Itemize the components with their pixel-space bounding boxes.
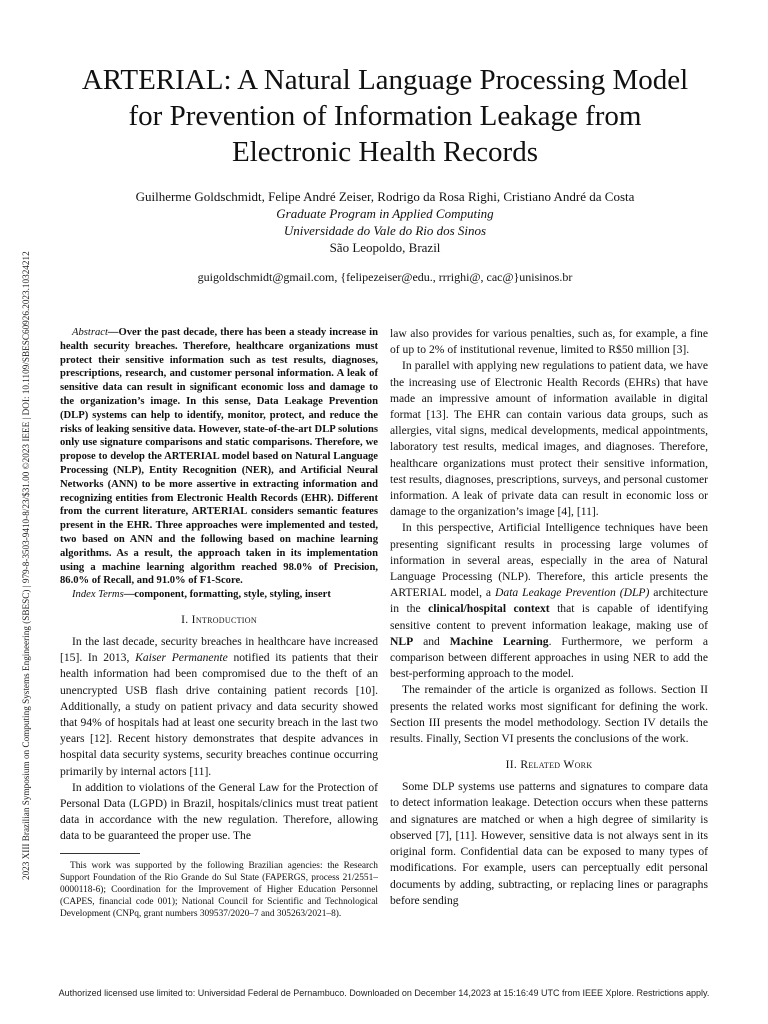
related-paragraph-1: Some DLP systems use patterns and signatures to compare data to detect information leakage. Detection occurs when these patterns and signatures are matched or when a high degree of similarity is observed [7], [11]. However, sensitive data is not always sent in its original form. Confidential data can be exposed to many types of modifications. For example, users can perceptually edit personal documents by adding, subtracting, or replacing lines or paragraphs before sending	[390, 780, 708, 907]
section-number: I.	[181, 612, 189, 626]
intro-paragraph-3: In parallel with applying new regulations to patient data, we have the increasing use of Electronic Health Records (EHRs) that have made an impressive amount of information available in digital format [13]. The EHR can contain various data groups, such as allergies, vital signs, medical developments, medical appointments, laboratory test results, medical images, and diagnoses. Therefore, healthcare organizations must protect their sensitive information, test results, diagnoses, prescriptions, surveys, and personal customer information. A leak of private data can result in economic loss or damage to the organization’s image [4], [11].	[390, 359, 708, 519]
paper-title	[40, 62, 730, 170]
section-title: Introduction	[191, 612, 257, 626]
affiliation-city: São Leopoldo, Brazil	[329, 240, 441, 255]
index-terms	[60, 588, 378, 602]
intro-p4-text-d: and	[413, 634, 450, 648]
index-terms-text: —component, formatting, style, styling, insert	[123, 589, 331, 601]
intro-p4-text-e: . Furthermore, we perform a comparison between different approaches in using NER to add the best-performing approach to the model.	[390, 634, 708, 681]
author-list: Guilherme Goldschmidt, Felipe André Zeiser, Rodrigo da Rosa Righi, Cristiano André da Costa	[135, 189, 635, 204]
license-notice: Authorized licensed use limited to: Universidad Federal de Pernambuco. Downloaded on December 14,2023 at 15:16:49 UTC from IEEE Xplore. Restrictions apply.	[58, 988, 710, 998]
funding-footnote: This work was supported by the following Brazilian agencies: the Research Support Foundation of the Rio Grande do Sul State (FAPERGS, process 21/2551–0000118-6); Coordination for the Improvement of Higher Education Personnel (CAPES, financial code 001); National Council for Scientific and Technological Development (CNPq, grant numbers 309537/2020–7 and 305263/2021–8).	[60, 860, 378, 920]
right-column	[390, 326, 708, 909]
section-number: II.	[505, 758, 518, 772]
abstract-text: —Over the past decade, there has been a steady increase in health security breaches. Therefore, healthcare organizations must protect their sensitive information such as test results, diagnoses, prescriptions, research, and customer personal information. A leak of sensitive data can result in significant economic loss and damage to the organization’s image. In this sense, Data Leakage Prevention (DLP) systems can help to identify, monitor, protect, and reduce the risks of leaking sensitive data. However, state-of-the-art DLP solutions only use signature comparisons and static comparisons. Therefore, we propose to develop the ARTERIAL model based on Natural Language Processing (NLP), Entity Recognition (NER), and Artificial Neural Networks (ANN) to be more assertive in extracting information and recognizing entities from Electronic Health Records (EHR). Different from the current literature, ARTERIAL considers semantic features present in the EHR. Three approaches were implemented and tested, two based on ANN and the following based on machine learning algorithms. As a result, the approach taken in its implementation using a machine learning algorithm reached 98.0% of Precision, 86.0% of Recall, and 91.0% of F1-Score.	[60, 327, 378, 587]
intro-p4-text-b: architecture in the	[390, 586, 709, 616]
abstract	[60, 326, 378, 588]
intro-paragraph-2: In addition to violations of the General Law for the Protection of Personal Data (LGPD) in Brazil, hospitals/clinics must treat patient data in accordance with the new regulation. Therefore, allowing data to be guaranteed the proper use. The	[60, 780, 378, 843]
title-line-2: for Prevention of Information Leakage from	[128, 100, 642, 132]
section-heading-related-work	[390, 757, 708, 773]
section-heading-introduction	[60, 612, 378, 628]
intro-paragraph-1	[60, 634, 378, 780]
index-terms-lead: Index Terms	[72, 589, 124, 601]
doi-sidebar-text: 2023 XIII Brazilian Symposium on Computing Systems Engineering (SBESC) | 979-8-3503-9410-8/23/$31.00 ©2023 IEEE | DOI: 10.1109/SBESC60926.2023.10324212	[21, 251, 31, 880]
title-line-3: Electronic Health Records	[232, 136, 538, 168]
author-emails: guigoldschmidt@gmail.com, {felipezeiser@edu., rrrighi@, cac@}unisinos.br	[197, 270, 573, 284]
left-column	[60, 326, 378, 921]
intro-p1-text-a: In the last decade, security breaches in healthcare have increased [15]. In 2013,	[60, 634, 378, 665]
section-title: Related Work	[520, 758, 593, 772]
company-name: Kaiser Permanente	[135, 651, 228, 665]
intro-paragraph-5: The remainder of the article is organized as follows. Section II presents the related works most significant for defining the work. Section III presents the model methodology. Section IV details the results. Finally, Section VI presents the conclusions of the work.	[390, 683, 708, 746]
dlp-term: Data Leakage Prevention (DLP)	[495, 586, 650, 600]
intro-paragraph-4	[390, 520, 708, 682]
intro-paragraph-continued: law also provides for various penalties, such as, for example, a fine of up to 2% of institutional revenue, limited to R$50 million [3].	[390, 327, 708, 357]
intro-p4-text-c: that is capable of identifying sensitive content to prevent information leakage, making use of	[390, 602, 709, 632]
affiliation-program: Graduate Program in Applied Computing	[276, 206, 494, 221]
title-line-1: ARTERIAL: A Natural Language Processing Model	[81, 64, 689, 96]
context-term: clinical/hospital context	[428, 602, 550, 616]
affiliation-university: Universidade do Vale do Rio dos Sinos	[283, 223, 487, 238]
footnote-divider	[60, 853, 140, 854]
ml-term: Machine Learning	[449, 634, 549, 648]
doi-sidebar	[10, 160, 30, 880]
paper-header	[40, 62, 730, 285]
intro-p1-text-b: notified its patients that their health information had been compromised due to the theft of an unencrypted USB flash drive containing patient records [10]. Additionally, a study on patient privacy and data security showed that 94% of hospitals had at least one security breach in the last two years [12]. Recent history demonstrates that despite advances in hospital data security systems, security breaches continue occurring primarily by internal actors [11].	[60, 651, 379, 778]
abstract-lead: Abstract	[72, 327, 108, 338]
intro-p4-text-a: In this perspective, Artificial Intelligence techniques have been presenting significant results in processing large volumes of information in several areas, especially in the area of Natural Language Processing (NLP). Therefore, this article presents the ARTERIAL model, a	[390, 521, 708, 600]
nlp-term: NLP	[390, 634, 414, 648]
